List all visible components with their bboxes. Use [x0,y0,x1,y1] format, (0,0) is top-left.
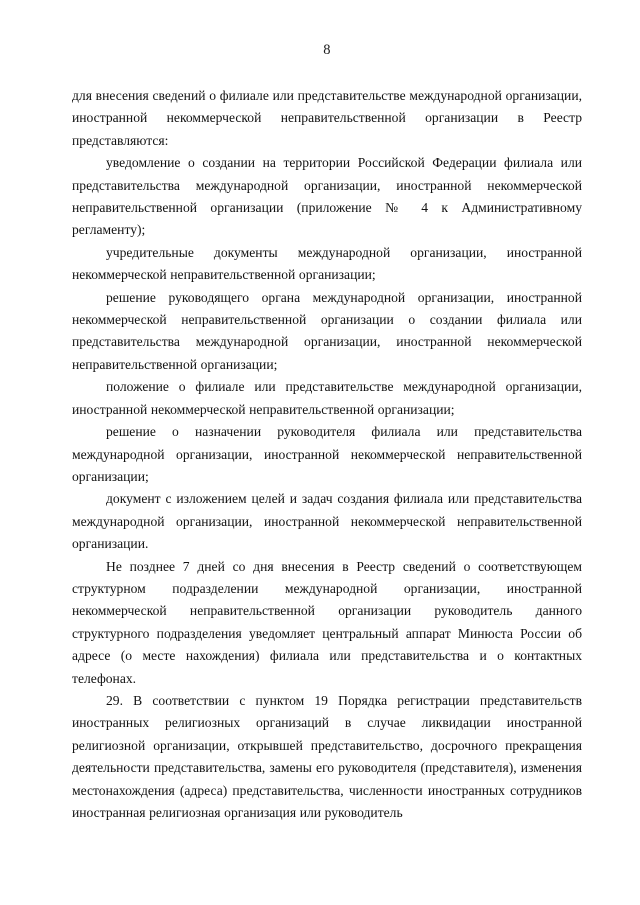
paragraph-3: учредительные документы международной организации, иностранной некоммерческой неправительственной организации; [72,244,582,283]
paragraph-1: для внесения сведений о филиале или представительстве международной организации, иностранной некоммерческой неправительственной организации в Реестр представляются: [72,88,582,148]
document-body [72,85,582,824]
paragraph-5: положение о филиале или представительстве международной организации, иностранной некоммерческой неправительственной организации; [72,379,582,417]
paragraph-7: документ с изложением целей и задач создания филиала или представительства международной организации, иностранной некоммерческой неправительственной организации. [72,491,582,552]
paragraph-8: Не позднее 7 дней со дня внесения в Реестр сведений о соответствующем структурном подразделении международной организации, иностранной некоммерческой неправительственной организации руководитель данного структурного подразделения уведомляет центральный аппарат Минюста России об адресе (о месте нахождения) филиала или представительства и о контактных телефонах. [72,558,582,686]
paragraph-4: решение руководящего органа международной организации, иностранной некоммерческой неправительственной организации о создании филиала или представительства международной организации, иностранной некоммерческой неправительственной организации; [72,289,582,372]
page-number: 8 [323,42,331,58]
paragraph-2: уведомление о создании на территории Российской Федерации филиала или представительства международной организации, иностранной некоммерческой неправительственной организации (приложение № 4 к Административному регламенту); [72,155,582,238]
paragraph-9: 29. В соответствии с пунктом 19 Порядка регистрации представительств иностранных религиозных организаций в случае ликвидации иностранной религиозной организации, открывшей представительство, досрочного прекращения деятельности представительства, замены его руководителя (представителя), изменения местонахождения (адреса) представительства, численности иностранных сотрудников иностранная религиозная организация или руководитель [72,692,582,820]
paragraph-6: решение о назначении руководителя филиала или представительства международной организации, иностранной некоммерческой неправительственной организации; [72,424,582,484]
